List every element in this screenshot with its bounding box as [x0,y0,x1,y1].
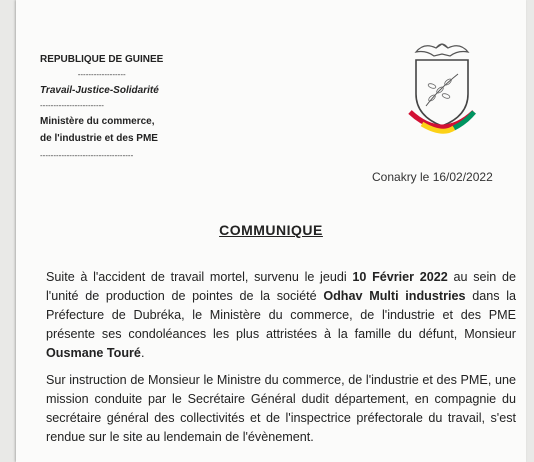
document-page [16,0,526,462]
separator: ------------------ [77,70,126,79]
date-line: Conakry le 16/02/2022 [372,170,493,184]
separator: ----------------------------------- [40,151,134,160]
paragraph-1: Suite à l'accident de travail mortel, survenu le jeudi 10 Février 2022 au sein de l'unité de production de pointes de la société Odhav Multi industries dans la Préfecture de Dubréka, le Ministère du commerce, de l'industrie et des PME présente ses condoléances les plus attristées à la famille du défunt, Monsieur Ousmane Touré. [46,270,517,360]
separator: ------------------------ [40,101,104,110]
coat-of-arms-icon [402,36,482,136]
national-motto: Travail-Justice-Solidarité [40,85,159,96]
country-name: REPUBLIQUE DE GUINEE [40,54,164,65]
ministry-name-line2: de l'industrie et des PME [40,133,158,144]
ministry-name-line1: Ministère du commerce, [40,116,155,127]
paragraph-2: Sur instruction de Monsieur le Ministre du commerce, de l'industrie et des PME, une mission conduite par le Secrétaire Général dudit département, en compagnie du secrétaire général des collectivités et de l'inspectrice préfectorale du travail, s'est rendue sur le site au lendemain de l'évènement. [46,373,516,444]
date-emphasis: 10 Février 2022 [352,270,448,284]
deceased-name: Ousmane Touré [46,346,141,360]
company-name: Odhav Multi industries [323,289,466,303]
document-body [46,268,516,455]
letterhead [40,51,163,163]
document-title: COMMUNIQUE [219,222,323,238]
